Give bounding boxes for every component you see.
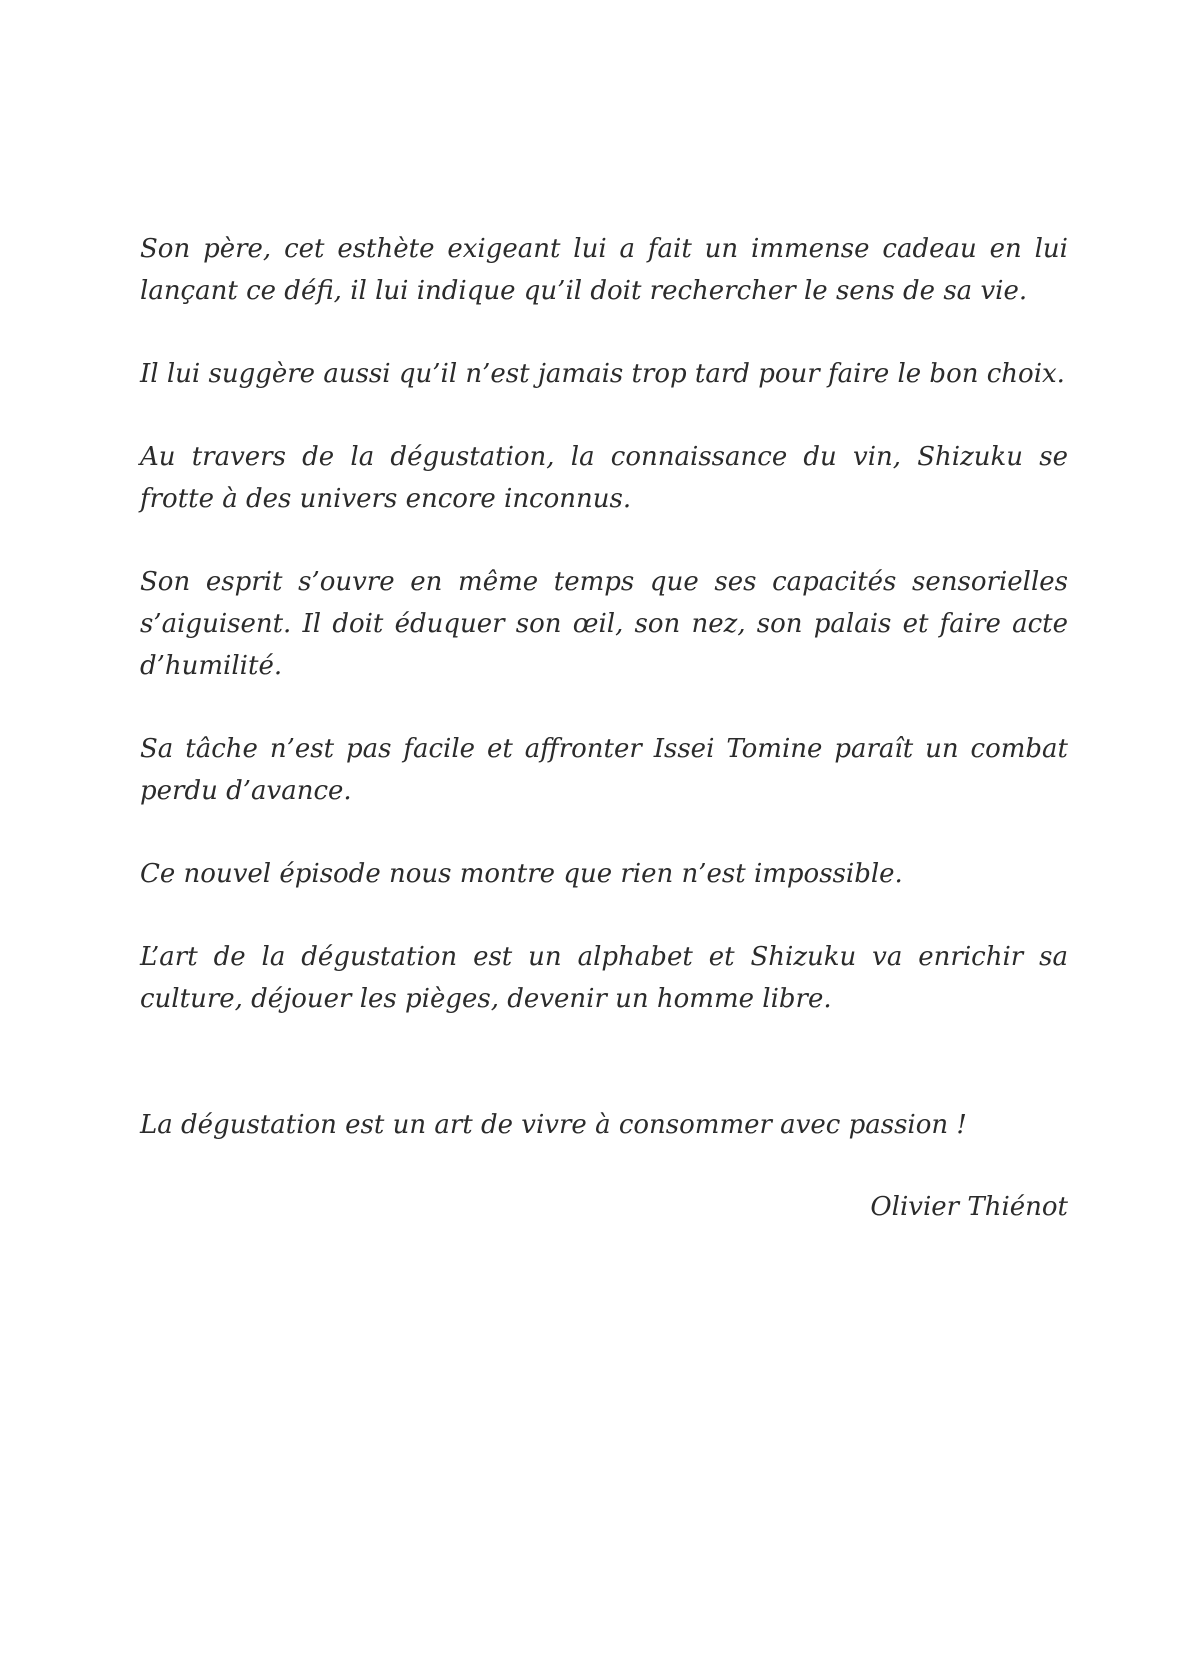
signature: Olivier Thiénot: [870, 1192, 1068, 1222]
paragraph: L’art de la dégustation est un alphabet et Shizuku va enrichir sa culture, déjouer les pièges, devenir un homme libre.: [140, 942, 1068, 1014]
paragraph: Au travers de la dégustation, la connaissance du vin, Shizuku se frotte à des univers encore inconnus.: [140, 442, 1068, 514]
paragraph: Ce nouvel épisode nous montre que rien n’est impossible.: [140, 859, 903, 889]
paragraph: Sa tâche n’est pas facile et affronter Issei Tomine paraît un combat perdu d’avance.: [140, 734, 1068, 806]
paragraph: Son esprit s’ouvre en même temps que ses capacités sensorielles s’aiguisent. Il doit éduquer son œil, son nez, son palais et faire acte d’humilité.: [140, 567, 1068, 681]
paragraph: Il lui suggère aussi qu’il n’est jamais trop tard pour faire le bon choix.: [140, 359, 1065, 389]
paragraph: Son père, cet esthète exigeant lui a fait un immense cadeau en lui lançant ce défi, il lui indique qu’il doit rechercher le sens de sa vie.: [140, 234, 1068, 306]
closing-line: La dégustation est un art de vivre à consommer avec passion !: [140, 1110, 967, 1140]
body-text: [140, 228, 1068, 1187]
